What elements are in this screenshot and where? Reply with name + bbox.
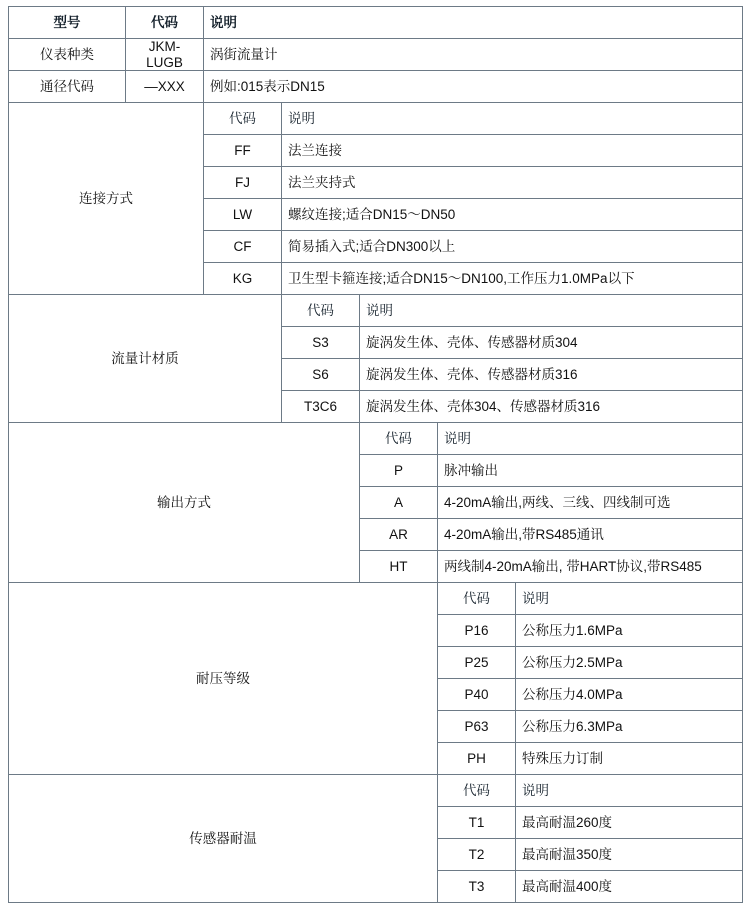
subheader-code-material: 代码 bbox=[282, 295, 360, 327]
desc-cf: 简易插入式;适合DN300以上 bbox=[282, 231, 743, 263]
code-t2: T2 bbox=[438, 839, 516, 871]
desc-p16: 公称压力1.6MPa bbox=[516, 615, 743, 647]
row-desc-instrument-type: 涡街流量计 bbox=[204, 39, 743, 71]
subheader-desc-output: 说明 bbox=[438, 423, 743, 455]
code-kg: KG bbox=[204, 263, 282, 295]
code-ff: FF bbox=[204, 135, 282, 167]
subheader-desc-material: 说明 bbox=[360, 295, 743, 327]
group-material-subheader-row bbox=[9, 295, 743, 327]
desc-s3: 旋涡发生体、壳体、传感器材质304 bbox=[360, 327, 743, 359]
group-output-subheader-row bbox=[9, 423, 743, 455]
desc-p40: 公称压力4.0MPa bbox=[516, 679, 743, 711]
desc-ph: 特殊压力订制 bbox=[516, 743, 743, 775]
code-lw: LW bbox=[204, 199, 282, 231]
group-pressure-subheader-row bbox=[9, 583, 743, 615]
code-cf: CF bbox=[204, 231, 282, 263]
code-s3: S3 bbox=[282, 327, 360, 359]
code-p63: P63 bbox=[438, 711, 516, 743]
desc-p25: 公称压力2.5MPa bbox=[516, 647, 743, 679]
desc-t3c6: 旋涡发生体、壳体304、传感器材质316 bbox=[360, 391, 743, 423]
code-p: P bbox=[360, 455, 438, 487]
code-ph: PH bbox=[438, 743, 516, 775]
code-t3c6: T3C6 bbox=[282, 391, 360, 423]
row-name-instrument-type: 仪表种类 bbox=[9, 39, 126, 71]
subheader-desc-temperature: 说明 bbox=[516, 775, 743, 807]
code-a: A bbox=[360, 487, 438, 519]
code-p40: P40 bbox=[438, 679, 516, 711]
code-t1: T1 bbox=[438, 807, 516, 839]
desc-lw: 螺纹连接;适合DN15～DN50 bbox=[282, 199, 743, 231]
header-desc: 说明 bbox=[204, 7, 743, 39]
code-p25: P25 bbox=[438, 647, 516, 679]
subheader-code-pressure: 代码 bbox=[438, 583, 516, 615]
row-desc-diameter-code: 例如:015表示DN15 bbox=[204, 71, 743, 103]
desc-kg: 卫生型卡箍连接;适合DN15～DN100,工作压力1.0MPa以下 bbox=[282, 263, 743, 295]
desc-fj: 法兰夹持式 bbox=[282, 167, 743, 199]
table-row bbox=[9, 71, 743, 103]
desc-p: 脉冲输出 bbox=[438, 455, 743, 487]
subheader-desc-pressure: 说明 bbox=[516, 583, 743, 615]
row-code-diameter-code: —XXX bbox=[126, 71, 204, 103]
table-header-row bbox=[9, 7, 743, 39]
code-fj: FJ bbox=[204, 167, 282, 199]
desc-a: 4-20mA输出,两线、三线、四线制可选 bbox=[438, 487, 743, 519]
code-s6: S6 bbox=[282, 359, 360, 391]
group-label-material: 流量计材质 bbox=[9, 295, 282, 423]
subheader-code-connection: 代码 bbox=[204, 103, 282, 135]
row-name-diameter-code: 通径代码 bbox=[9, 71, 126, 103]
code-ht: HT bbox=[360, 551, 438, 583]
header-code: 代码 bbox=[126, 7, 204, 39]
code-t3: T3 bbox=[438, 871, 516, 903]
group-label-connection: 连接方式 bbox=[9, 103, 204, 295]
group-temperature-subheader-row bbox=[9, 775, 743, 807]
desc-t2: 最高耐温350度 bbox=[516, 839, 743, 871]
desc-t3: 最高耐温400度 bbox=[516, 871, 743, 903]
desc-ar: 4-20mA输出,带RS485通讯 bbox=[438, 519, 743, 551]
row-code-instrument-type: JKM-LUGB bbox=[126, 39, 204, 71]
desc-t1: 最高耐温260度 bbox=[516, 807, 743, 839]
subheader-code-temperature: 代码 bbox=[438, 775, 516, 807]
subheader-code-output: 代码 bbox=[360, 423, 438, 455]
desc-s6: 旋涡发生体、壳体、传感器材质316 bbox=[360, 359, 743, 391]
specification-table bbox=[8, 6, 743, 903]
desc-p63: 公称压力6.3MPa bbox=[516, 711, 743, 743]
code-p16: P16 bbox=[438, 615, 516, 647]
subheader-desc-connection: 说明 bbox=[282, 103, 743, 135]
desc-ff: 法兰连接 bbox=[282, 135, 743, 167]
code-ar: AR bbox=[360, 519, 438, 551]
group-label-pressure: 耐压等级 bbox=[9, 583, 438, 775]
group-label-temperature: 传感器耐温 bbox=[9, 775, 438, 903]
table-row bbox=[9, 39, 743, 71]
desc-ht: 两线制4-20mA输出, 带HART协议,带RS485 bbox=[438, 551, 743, 583]
group-connection-subheader-row bbox=[9, 103, 743, 135]
group-label-output: 输出方式 bbox=[9, 423, 360, 583]
header-model: 型号 bbox=[9, 7, 126, 39]
